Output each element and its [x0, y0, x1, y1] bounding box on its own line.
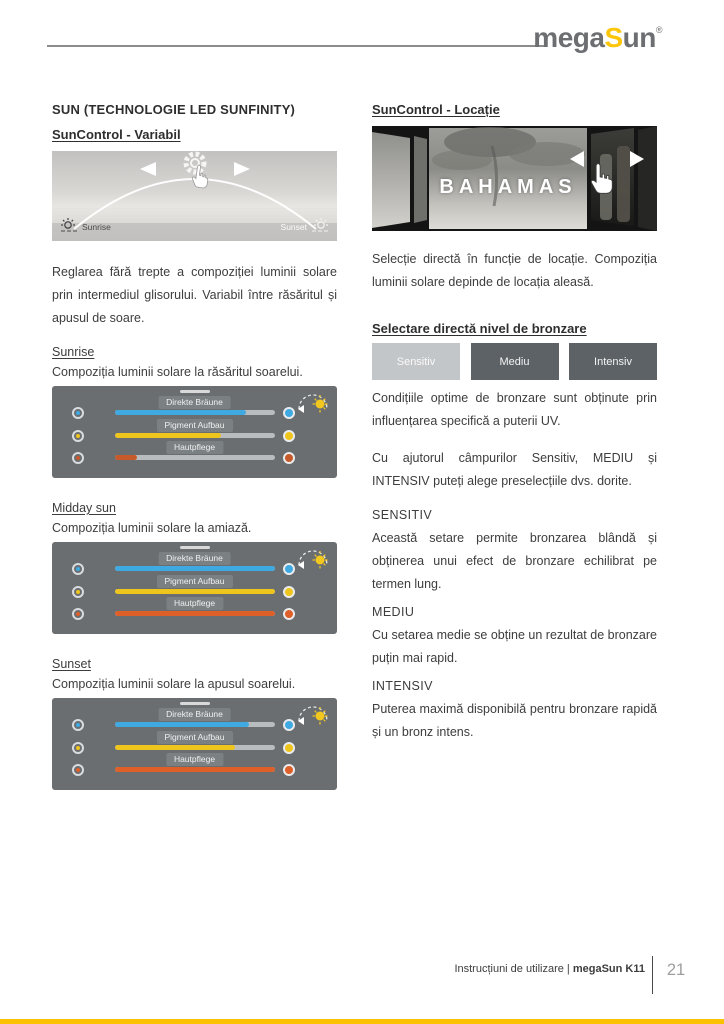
- slider-track-direkte-braeune[interactable]: [115, 410, 275, 415]
- logo-un: un: [622, 22, 656, 53]
- hand-cursor-icon[interactable]: [191, 164, 210, 188]
- slider-min-icon[interactable]: [72, 719, 84, 731]
- right-column: [372, 101, 657, 744]
- footer-doc-title: Instrucțiuni de utilizare |: [454, 963, 570, 975]
- slider-fill[interactable]: [115, 611, 275, 616]
- slider-min-icon[interactable]: [72, 608, 84, 620]
- slider-min-icon[interactable]: [72, 430, 84, 442]
- megasun-logo: [533, 22, 662, 54]
- slider-max-icon[interactable]: [283, 407, 295, 419]
- slider-max-icon[interactable]: [283, 742, 295, 754]
- slider-label-chip: Hautpflege: [166, 753, 223, 766]
- slider-max-icon[interactable]: [283, 719, 295, 731]
- slider-fill[interactable]: [115, 455, 137, 460]
- suncontrol-variabil-heading: SunControl - Variabil: [52, 127, 181, 142]
- intensiv-text: Puterea maximă disponibilă pentru bronzare rapidă și un bronz intens.: [372, 702, 657, 739]
- drag-handle[interactable]: [180, 390, 210, 393]
- intensiv-button[interactable]: Intensiv: [569, 343, 657, 380]
- slider-panel-sunrise: [52, 386, 337, 478]
- slider-track-direkte-braeune[interactable]: [115, 722, 275, 727]
- slider-track-pigment-aufbau[interactable]: [115, 745, 275, 750]
- slider-fill[interactable]: [115, 566, 275, 571]
- slider-max-icon[interactable]: [283, 563, 295, 575]
- slider-panel-sunset: [52, 698, 337, 790]
- slider-fill[interactable]: [115, 589, 275, 594]
- swipe-left-arrow-icon[interactable]: [140, 162, 156, 176]
- midday-heading: Midday sun: [52, 501, 116, 515]
- mediu-heading: MEDIU: [372, 605, 415, 619]
- registered-mark: ®: [655, 25, 662, 35]
- logo-s: S: [604, 22, 623, 53]
- location-carousel-illustration: [372, 126, 657, 231]
- sunrise-caption: Compoziția luminii solare la răsăritul soarelui.: [52, 365, 303, 379]
- slider-label-chip: Direkte Bräune: [158, 396, 231, 409]
- intensiv-heading: INTENSIV: [372, 679, 433, 693]
- brand-accent-bar: [0, 1019, 724, 1024]
- sensitiv-button[interactable]: Sensitiv: [372, 343, 460, 380]
- slider-track-direkte-braeune[interactable]: [115, 566, 275, 571]
- bronzare-description: Condițiile optime de bronzare sunt obținute prin influențarea specifică a puterii UV.: [372, 391, 657, 428]
- slider-max-icon[interactable]: [283, 430, 295, 442]
- bronzare-note: Cu ajutorul câmpurilor Sensitiv, MEDIU și INTENSIV puteți alege preselecțiile dvs. dorite.: [372, 451, 657, 488]
- mediu-button[interactable]: Mediu: [471, 343, 559, 380]
- midday-caption: Compoziția luminii solare la amiază.: [52, 521, 252, 535]
- section-title: SUN (TECHNOLOGIE LED SUNFINITY): [52, 102, 296, 117]
- locatie-description: Selecție directă în funcție de locație. Compoziția luminii solare depinde de locația aleasă.: [372, 252, 657, 289]
- slider-track-pigment-aufbau[interactable]: [115, 433, 275, 438]
- slider-track-hautpflege[interactable]: [115, 611, 275, 616]
- slider-fill[interactable]: [115, 722, 249, 727]
- header-rule: [47, 45, 545, 47]
- drag-handle[interactable]: [180, 546, 210, 549]
- drag-handle[interactable]: [180, 702, 210, 705]
- suncontrol-variabil-illustration: [52, 151, 337, 241]
- bronzare-heading: Selectare directă nivel de bronzare: [372, 321, 587, 336]
- slider-min-icon[interactable]: [72, 742, 84, 754]
- slider-max-icon[interactable]: [283, 452, 295, 464]
- left-column: [52, 101, 337, 790]
- location-name: BAHAMAS: [439, 176, 577, 198]
- slider-fill[interactable]: [115, 767, 275, 772]
- slider-label-chip: Pigment Aufbau: [156, 575, 232, 588]
- carousel-card-prev[interactable]: [372, 132, 410, 228]
- slider-max-icon[interactable]: [283, 586, 295, 598]
- page-number: 21: [666, 961, 686, 979]
- sunset-label: Sunset: [280, 222, 307, 232]
- sun-position-icon: [296, 388, 330, 414]
- carousel-card-prev-edge: [414, 136, 427, 223]
- sunset-heading: Sunset: [52, 657, 91, 671]
- slider-label-chip: Hautpflege: [166, 441, 223, 454]
- sunrise-label: Sunrise: [82, 222, 111, 232]
- suncontrol-locatie-heading: SunControl - Locație: [372, 102, 500, 117]
- slider-label-chip: Direkte Bräune: [158, 552, 231, 565]
- level-buttons: [372, 343, 657, 380]
- slider-track-hautpflege[interactable]: [115, 455, 275, 460]
- slider-fill[interactable]: [115, 410, 246, 415]
- slider-min-icon[interactable]: [72, 452, 84, 464]
- mediu-text: Cu setarea medie se obține un rezultat de bronzare puțin mai rapid.: [372, 628, 657, 665]
- slider-label-chip: Hautpflege: [166, 597, 223, 610]
- slider-min-icon[interactable]: [72, 586, 84, 598]
- footer-product-name: megaSun K11: [572, 963, 645, 975]
- sun-position-icon: [296, 544, 330, 570]
- slider-track-pigment-aufbau[interactable]: [115, 589, 275, 594]
- sun-position-icon: [296, 700, 330, 726]
- slider-max-icon[interactable]: [283, 608, 295, 620]
- slider-min-icon[interactable]: [72, 563, 84, 575]
- slider-label-chip: Pigment Aufbau: [156, 731, 232, 744]
- sunrise-heading: Sunrise: [52, 345, 95, 359]
- slider-min-icon[interactable]: [72, 764, 84, 776]
- footer-divider: [652, 956, 653, 994]
- footer: [454, 963, 645, 975]
- logo-mega: mega: [533, 22, 605, 53]
- gear-icon: [186, 154, 204, 172]
- slider-label-chip: Pigment Aufbau: [156, 419, 232, 432]
- sunset-caption: Compoziția luminii solare la apusul soarelui.: [52, 677, 296, 691]
- slider-max-icon[interactable]: [283, 764, 295, 776]
- slider-panel-midday: [52, 542, 337, 634]
- slider-label-chip: Direkte Bräune: [158, 708, 231, 721]
- slider-fill[interactable]: [115, 433, 221, 438]
- slider-fill[interactable]: [115, 745, 235, 750]
- sensitiv-text: Această setare permite bronzarea blândă și obținerea unui efect de bronzare echilibrat pe termen lung.: [372, 531, 657, 591]
- slider-min-icon[interactable]: [72, 407, 84, 419]
- carousel-card-next-edge: [638, 126, 657, 231]
- swipe-right-arrow-icon[interactable]: [234, 162, 250, 176]
- slider-track-hautpflege[interactable]: [115, 767, 275, 772]
- variabil-description: Reglarea fără trepte a compoziției luminii solare prin intermediul glisorului. Variabil între răsăritul și apusul de soare.: [52, 265, 337, 325]
- sensitiv-heading: SENSITIV: [372, 508, 433, 522]
